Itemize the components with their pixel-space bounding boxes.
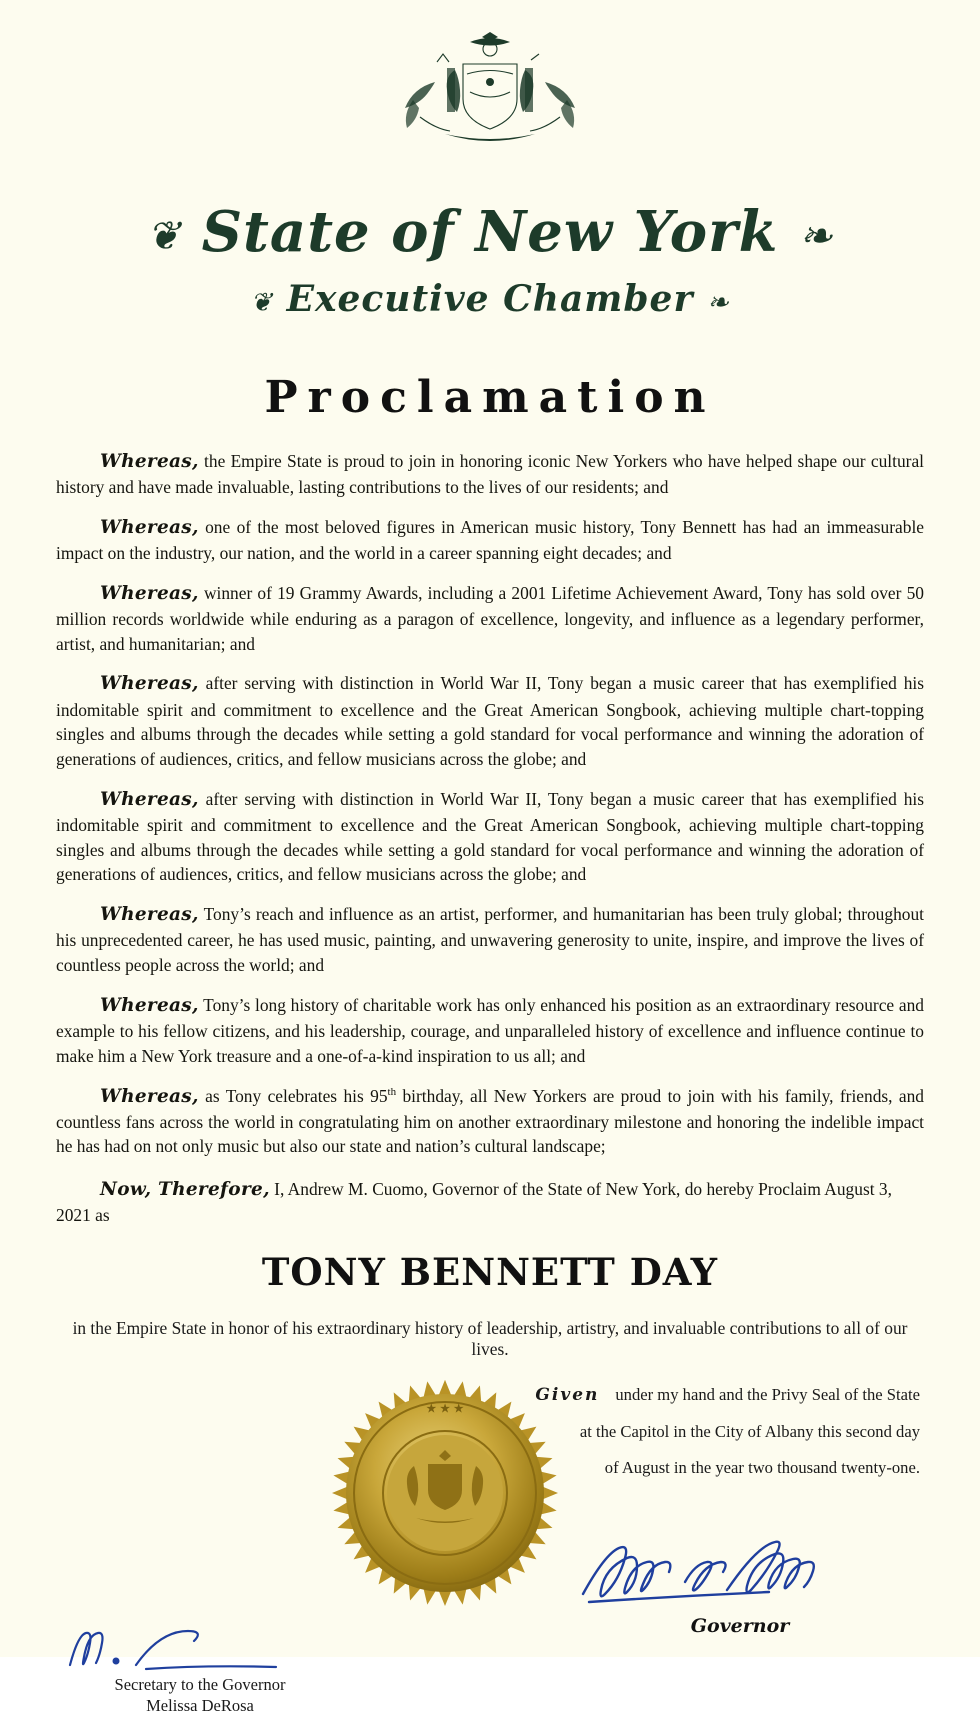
chamber-heading [0, 278, 980, 320]
state-heading-text: State of New York [201, 199, 779, 265]
whereas-paragraph [56, 787, 924, 887]
flourish-right-icon: ❧ [798, 213, 834, 260]
paragraph-lead: Whereas, [100, 904, 199, 926]
paragraph-lead: Whereas, [100, 994, 199, 1016]
paragraph-text: Tony’s reach and influence as an artist, performer, and humanitarian has been truly global; throughout his unprecedented career, he has used music, painting, and unwavering generosity to unite, inspire, and improve the lives of countless people across the world; and [56, 904, 924, 976]
page-title: Proclamation [264, 371, 716, 423]
secretary-title: Secretary to the Governor [114, 1675, 286, 1695]
given-line-2: at the Capitol in the City of Albany this second day [579, 1422, 920, 1442]
whereas-paragraph [56, 1084, 924, 1160]
paragraph-text: after serving with distinction in World War II, Tony began a music career that has exemplified his indomitable spirit and commitment to excellence and the Great American Songbook, achieving multiple chart-topping singles and albums through the decades while setting a gold standard for vocal performance and winning the adoration of generations of audiences, critics, and fellow musicians across the globe; and [56, 673, 924, 770]
paragraph-lead: Whereas, [100, 516, 199, 538]
paragraph-text: Tony’s long history of charitable work has only enhanced his position as an extraordinary resource and example to his fellow citizens, and his leadership, courage, and unparalleled history of excellence and influence continue to make him a New York treasure and a one-of-a-kind inspiration to us all; and [56, 994, 924, 1066]
paragraph-text: one of the most beloved figures in American music history, Tony Bennett has had an immeasurable impact on the industry, our nation, and the world in a career spanning eight decades; and [56, 516, 924, 564]
paragraph-text: after serving with distinction in World War II, Tony began a music career that has exemplified his indomitable spirit and commitment to excellence and the Great American Songbook, achieving multiple chart-topping singles and albums through the decades while setting a gold standard for vocal performance and winning the adoration of generations of audiences, critics, and fellow musicians across the globe; and [56, 788, 924, 885]
new-york-state-coat-of-arms-icon [375, 22, 605, 172]
paragraph-text: winner of 19 Grammy Awards, including a 2001 Lifetime Achievement Award, Tony has sold over 50 million records worldwide while enduring as a paragon of excellence, longevity, and influence as a legendary performer, artist, and humanitarian; and [56, 582, 924, 654]
given-text-1: under my hand and the Privy Seal of the State [615, 1385, 920, 1405]
whereas-paragraph [56, 515, 924, 566]
svg-text:★ ★ ★: ★ ★ ★ [426, 1402, 464, 1416]
chamber-flourish-left-icon: ❦ [250, 287, 274, 318]
whereas-paragraph [56, 902, 924, 978]
closing-line: in the Empire State in honor of his extraordinary history of leadership, artistry, and invaluable contributions to all of our lives. [72, 1318, 908, 1360]
paragraph-text-after-sup: birthday, all New Yorkers are proud to join with his family, friends, and countless fans across the world in congratulating him on another extraordinary milestone and honoring the indelible impact he has had on not only music but also our state and nation’s cultural landscape; [56, 1085, 924, 1157]
now-therefore-paragraph [56, 1177, 924, 1228]
paragraph-lead: Whereas, [100, 582, 199, 604]
document-body [0, 449, 980, 1360]
signature-zone [0, 1372, 980, 1732]
paragraph-lead: Whereas, [100, 788, 199, 810]
state-heading [0, 199, 980, 265]
paragraph-lead: Whereas, [100, 450, 199, 472]
flourish-left-icon: ❦ [146, 213, 182, 260]
paragraph-lead: Whereas, [100, 673, 199, 695]
whereas-paragraph [56, 993, 924, 1069]
chamber-flourish-right-icon: ❧ [706, 287, 730, 318]
whereas-paragraph [56, 581, 924, 657]
paragraph-lead: Whereas, [100, 1085, 199, 1107]
governor-label: Governor [690, 1615, 790, 1638]
governor-signature-icon [575, 1532, 865, 1612]
given-line-3: of August in the year two thousand twenty-one. [604, 1458, 920, 1478]
ordinal-suffix: th [387, 1085, 397, 1098]
given-line-1 [520, 1384, 920, 1407]
secretary-name: Melissa DeRosa [146, 1696, 254, 1716]
crest-container [0, 0, 980, 177]
honoree-title: TONY BENNETT DAY [261, 1250, 719, 1295]
paragraph-text: the Empire State is proud to join in honoring iconic New Yorkers who have helped shape our cultural history and have made invaluable, lasting contributions to the lives of our residents; and [56, 450, 924, 498]
now-therefore-lead: Now, Therefore, [100, 1179, 270, 1201]
given-word: Given [535, 1385, 600, 1406]
paragraph-text-before-sup: as Tony celebrates his 95 [198, 1085, 388, 1106]
whereas-paragraph [56, 671, 924, 771]
whereas-paragraph [56, 449, 924, 500]
secretary-label [55, 1674, 345, 1716]
now-therefore-text: I, Andrew M. Cuomo, Governor of the State of New York, do hereby Proclaim August 3, 2021 as [56, 1179, 892, 1226]
chamber-heading-text: Executive Chamber [286, 277, 694, 320]
given-block [520, 1384, 920, 1494]
